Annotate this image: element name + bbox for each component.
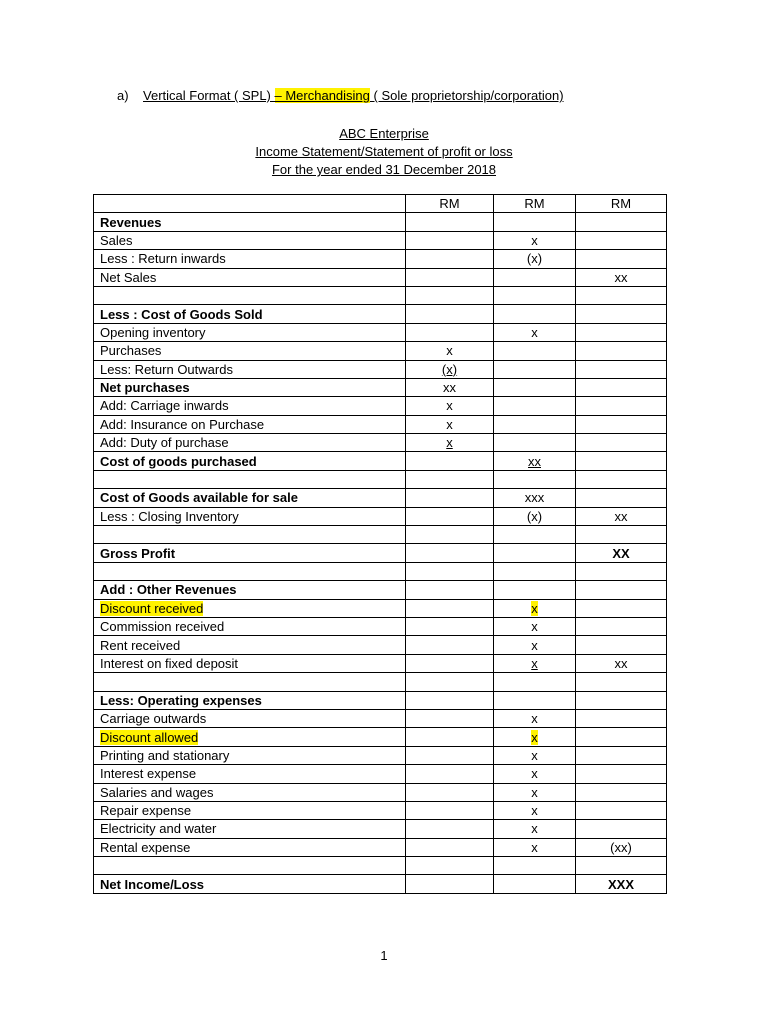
row-label [94,636,406,654]
row-amount-c3 [576,323,667,341]
row-label-text: Interest expense [100,766,197,782]
row-label [94,765,406,783]
row-amount-c2 [494,617,576,635]
amount-text: x [446,398,453,414]
row-amount-c1 [406,397,494,415]
row-label-text: Gross Profit [100,545,176,561]
row-label [94,489,406,507]
table-row [94,599,667,617]
row-label-text: Rental expense [100,839,191,855]
row-label-text: Purchases [100,343,162,359]
row-label [94,783,406,801]
row-label-text: Interest on fixed deposit [100,655,239,671]
header-cell-rm: RM [494,195,576,213]
row-amount-c1 [406,801,494,819]
amount-text: xx [614,655,628,671]
row-label-text: Electricity and water [100,821,217,837]
amount-text: x [531,637,538,653]
row-amount-c1 [406,838,494,856]
row-label [94,673,406,691]
row-amount-c2 [494,765,576,783]
row-label-text: Printing and stationary [100,747,230,763]
row-amount-c3 [576,342,667,360]
row-amount-c1 [406,268,494,286]
row-label [94,820,406,838]
row-amount-c2 [494,360,576,378]
row-label-text: Net Income/Loss [100,876,205,892]
row-amount-c2 [494,489,576,507]
row-amount-c1 [406,507,494,525]
row-amount-c1 [406,746,494,764]
row-amount-c1 [406,378,494,396]
row-label-text: Net purchases [100,380,190,396]
row-amount-c2 [494,838,576,856]
row-amount-c2 [494,709,576,727]
heading-marker: a) [117,88,129,103]
row-label [94,305,406,323]
row-amount-c2 [494,783,576,801]
row-amount-c3 [576,636,667,654]
row-amount-c3 [576,470,667,488]
row-label-text: Add : Other Revenues [100,582,237,598]
table-row [94,342,667,360]
row-label [94,434,406,452]
row-amount-c1 [406,562,494,580]
table-row [94,857,667,875]
table-row [94,323,667,341]
table-row [94,213,667,231]
row-label [94,507,406,525]
row-amount-c2 [494,231,576,249]
row-label [94,801,406,819]
amount-text: (x) [441,361,458,377]
row-label [94,544,406,562]
table-row [94,434,667,452]
row-amount-c3 [576,709,667,727]
row-amount-c1 [406,323,494,341]
row-amount-c3 [576,783,667,801]
amount-text: x [531,766,538,782]
row-amount-c1 [406,709,494,727]
table-row [94,268,667,286]
row-label [94,397,406,415]
table-row [94,562,667,580]
row-label-text: Commission received [100,619,225,635]
row-amount-c2 [494,820,576,838]
row-amount-c2 [494,801,576,819]
row-amount-c2 [494,691,576,709]
row-amount-c1 [406,673,494,691]
amount-text: x [531,839,538,855]
row-label [94,526,406,544]
row-amount-c2 [494,673,576,691]
row-amount-c1 [406,434,494,452]
row-amount-c1 [406,286,494,304]
row-label-text: Less : Return inwards [100,251,226,267]
row-amount-c1 [406,415,494,433]
header-cell-rm: RM [576,195,667,213]
amount-text: x [531,324,538,340]
row-amount-c2 [494,452,576,470]
table-row [94,526,667,544]
table-row [94,875,667,893]
row-amount-c3 [576,673,667,691]
row-label-text: Revenues [100,214,162,230]
amount-text: xx [528,453,541,469]
row-amount-c3 [576,305,667,323]
row-amount-c2 [494,544,576,562]
row-amount-c1 [406,820,494,838]
row-label [94,286,406,304]
heading-text-1: Vertical Format ( SPL) [143,88,275,103]
page-number: 1 [380,948,388,963]
row-label-text: Salaries and wages [100,784,214,800]
amount-text: x [531,784,538,800]
amount-text: x [531,821,538,837]
row-amount-c1 [406,581,494,599]
amount-text: x [531,747,538,763]
row-amount-c1 [406,691,494,709]
row-label [94,452,406,470]
table-row [94,820,667,838]
table-header-row [94,195,667,213]
table-row [94,305,667,323]
row-amount-c1 [406,654,494,672]
row-label-text: Repair expense [100,803,192,819]
statement-title [0,125,768,179]
row-amount-c3 [576,728,667,746]
row-amount-c3 [576,286,667,304]
amount-text: xx [614,269,628,285]
row-amount-c1 [406,857,494,875]
row-label-text: Carriage outwards [100,711,207,727]
table-row [94,231,667,249]
row-amount-c1 [406,544,494,562]
table-row [94,765,667,783]
amount-text: (xx) [610,839,632,855]
row-label [94,838,406,856]
company-name: ABC Enterprise [339,126,429,141]
row-amount-c2 [494,599,576,617]
row-label [94,562,406,580]
row-amount-c2 [494,268,576,286]
row-amount-c3 [576,820,667,838]
row-amount-c1 [406,305,494,323]
amount-text: x [446,416,453,432]
row-amount-c3 [576,526,667,544]
amount-text: xxx [524,490,545,506]
row-label [94,691,406,709]
table-row [94,507,667,525]
row-label [94,581,406,599]
row-amount-c3 [576,801,667,819]
amount-text: (x) [526,508,543,524]
row-amount-c3 [576,654,667,672]
row-amount-c2 [494,434,576,452]
row-amount-c1 [406,342,494,360]
row-label-text: Add: Insurance on Purchase [100,416,265,432]
statement-period: For the year ended 31 December 2018 [271,162,497,177]
row-amount-c3 [576,250,667,268]
table-row [94,617,667,635]
row-amount-c2 [494,213,576,231]
row-amount-c2 [494,397,576,415]
row-label [94,231,406,249]
row-label [94,654,406,672]
table-row [94,581,667,599]
amount-text: xx [443,380,456,396]
row-amount-c1 [406,231,494,249]
row-label-text: Net Sales [100,269,157,285]
table-row [94,250,667,268]
row-label-text: Add: Carriage inwards [100,398,229,414]
row-label [94,599,406,617]
amount-text: x [531,232,538,248]
row-amount-c1 [406,783,494,801]
amount-text: x [531,729,538,745]
row-label-text: Cost of goods purchased [100,453,257,469]
row-amount-c1 [406,360,494,378]
row-amount-c2 [494,415,576,433]
amount-text: x [531,803,538,819]
row-amount-c2 [494,323,576,341]
row-label-text: Sales [100,232,133,248]
table-row [94,397,667,415]
row-label-text: Cost of Goods available for sale [100,490,298,506]
row-amount-c3 [576,746,667,764]
row-label [94,213,406,231]
row-amount-c2 [494,470,576,488]
row-amount-c2 [494,581,576,599]
amount-text: x [531,600,538,616]
table-row [94,415,667,433]
row-label [94,250,406,268]
row-amount-c2 [494,654,576,672]
table-row [94,654,667,672]
row-amount-c2 [494,636,576,654]
row-label [94,323,406,341]
row-amount-c2 [494,342,576,360]
row-amount-c3 [576,360,667,378]
amount-text: x [446,343,453,359]
row-amount-c3 [576,562,667,580]
row-label [94,415,406,433]
row-label-text: Less: Operating expenses [100,692,262,708]
amount-text: xx [614,508,628,524]
row-amount-c2 [494,526,576,544]
row-amount-c1 [406,636,494,654]
row-amount-c3 [576,875,667,893]
row-label-text: Less: Return Outwards [100,361,233,377]
row-label [94,709,406,727]
row-amount-c2 [494,875,576,893]
row-label [94,268,406,286]
row-amount-c2 [494,746,576,764]
row-label [94,728,406,746]
row-label-text: Less : Closing Inventory [100,508,239,524]
income-statement-table [93,194,667,894]
table-row [94,544,667,562]
table-row [94,838,667,856]
header-cell-rm: RM [406,195,494,213]
table-row [94,783,667,801]
table-row [94,360,667,378]
table-row [94,452,667,470]
table-row [94,709,667,727]
row-label [94,360,406,378]
heading-text-2: ( Sole proprietorship/corporation) [369,88,564,103]
row-amount-c1 [406,452,494,470]
row-amount-c1 [406,728,494,746]
row-amount-c3 [576,507,667,525]
section-heading [117,88,564,103]
row-amount-c3 [576,231,667,249]
row-amount-c3 [576,489,667,507]
table-row [94,286,667,304]
table-row [94,489,667,507]
row-label-text: Opening inventory [100,324,206,340]
row-amount-c3 [576,691,667,709]
row-amount-c2 [494,286,576,304]
table-row [94,673,667,691]
table-row [94,636,667,654]
row-amount-c2 [494,562,576,580]
row-amount-c2 [494,305,576,323]
row-label [94,342,406,360]
table-row [94,728,667,746]
row-amount-c2 [494,507,576,525]
row-amount-c1 [406,617,494,635]
amount-text: x [531,711,538,727]
row-label-text: Discount received [100,600,204,616]
row-amount-c1 [406,213,494,231]
row-label-text: Add: Duty of purchase [100,435,229,451]
row-amount-c2 [494,728,576,746]
row-amount-c2 [494,378,576,396]
row-amount-c3 [576,765,667,783]
row-amount-c1 [406,765,494,783]
table-row [94,470,667,488]
row-amount-c3 [576,452,667,470]
amount-text: XX [612,545,630,561]
table-row [94,378,667,396]
row-amount-c1 [406,489,494,507]
row-label [94,746,406,764]
amount-text: x [531,619,538,635]
row-amount-c3 [576,544,667,562]
row-amount-c3 [576,397,667,415]
row-amount-c3 [576,415,667,433]
row-amount-c3 [576,268,667,286]
row-amount-c1 [406,599,494,617]
heading-text-highlight: – Merchandising [274,88,370,103]
row-label [94,857,406,875]
row-amount-c2 [494,250,576,268]
row-amount-c3 [576,434,667,452]
table-row [94,801,667,819]
row-amount-c1 [406,250,494,268]
amount-text: (x) [526,251,543,267]
row-amount-c1 [406,526,494,544]
row-amount-c3 [576,378,667,396]
table-row [94,746,667,764]
row-amount-c3 [576,617,667,635]
row-label-text: Discount allowed [100,729,199,745]
row-label-text: Less : Cost of Goods Sold [100,306,263,322]
row-amount-c3 [576,213,667,231]
row-label [94,617,406,635]
row-label [94,875,406,893]
row-amount-c1 [406,470,494,488]
amount-text: XXX [607,876,634,892]
header-cell-description [94,195,406,213]
row-amount-c3 [576,838,667,856]
row-label-text: Rent received [100,637,181,653]
table-row [94,691,667,709]
row-label [94,470,406,488]
row-amount-c3 [576,581,667,599]
row-amount-c2 [494,857,576,875]
row-amount-c1 [406,875,494,893]
amount-text: x [446,435,453,451]
row-label [94,378,406,396]
row-amount-c3 [576,857,667,875]
statement-name: Income Statement/Statement of profit or loss [255,144,513,159]
row-amount-c3 [576,599,667,617]
amount-text: x [531,655,538,671]
